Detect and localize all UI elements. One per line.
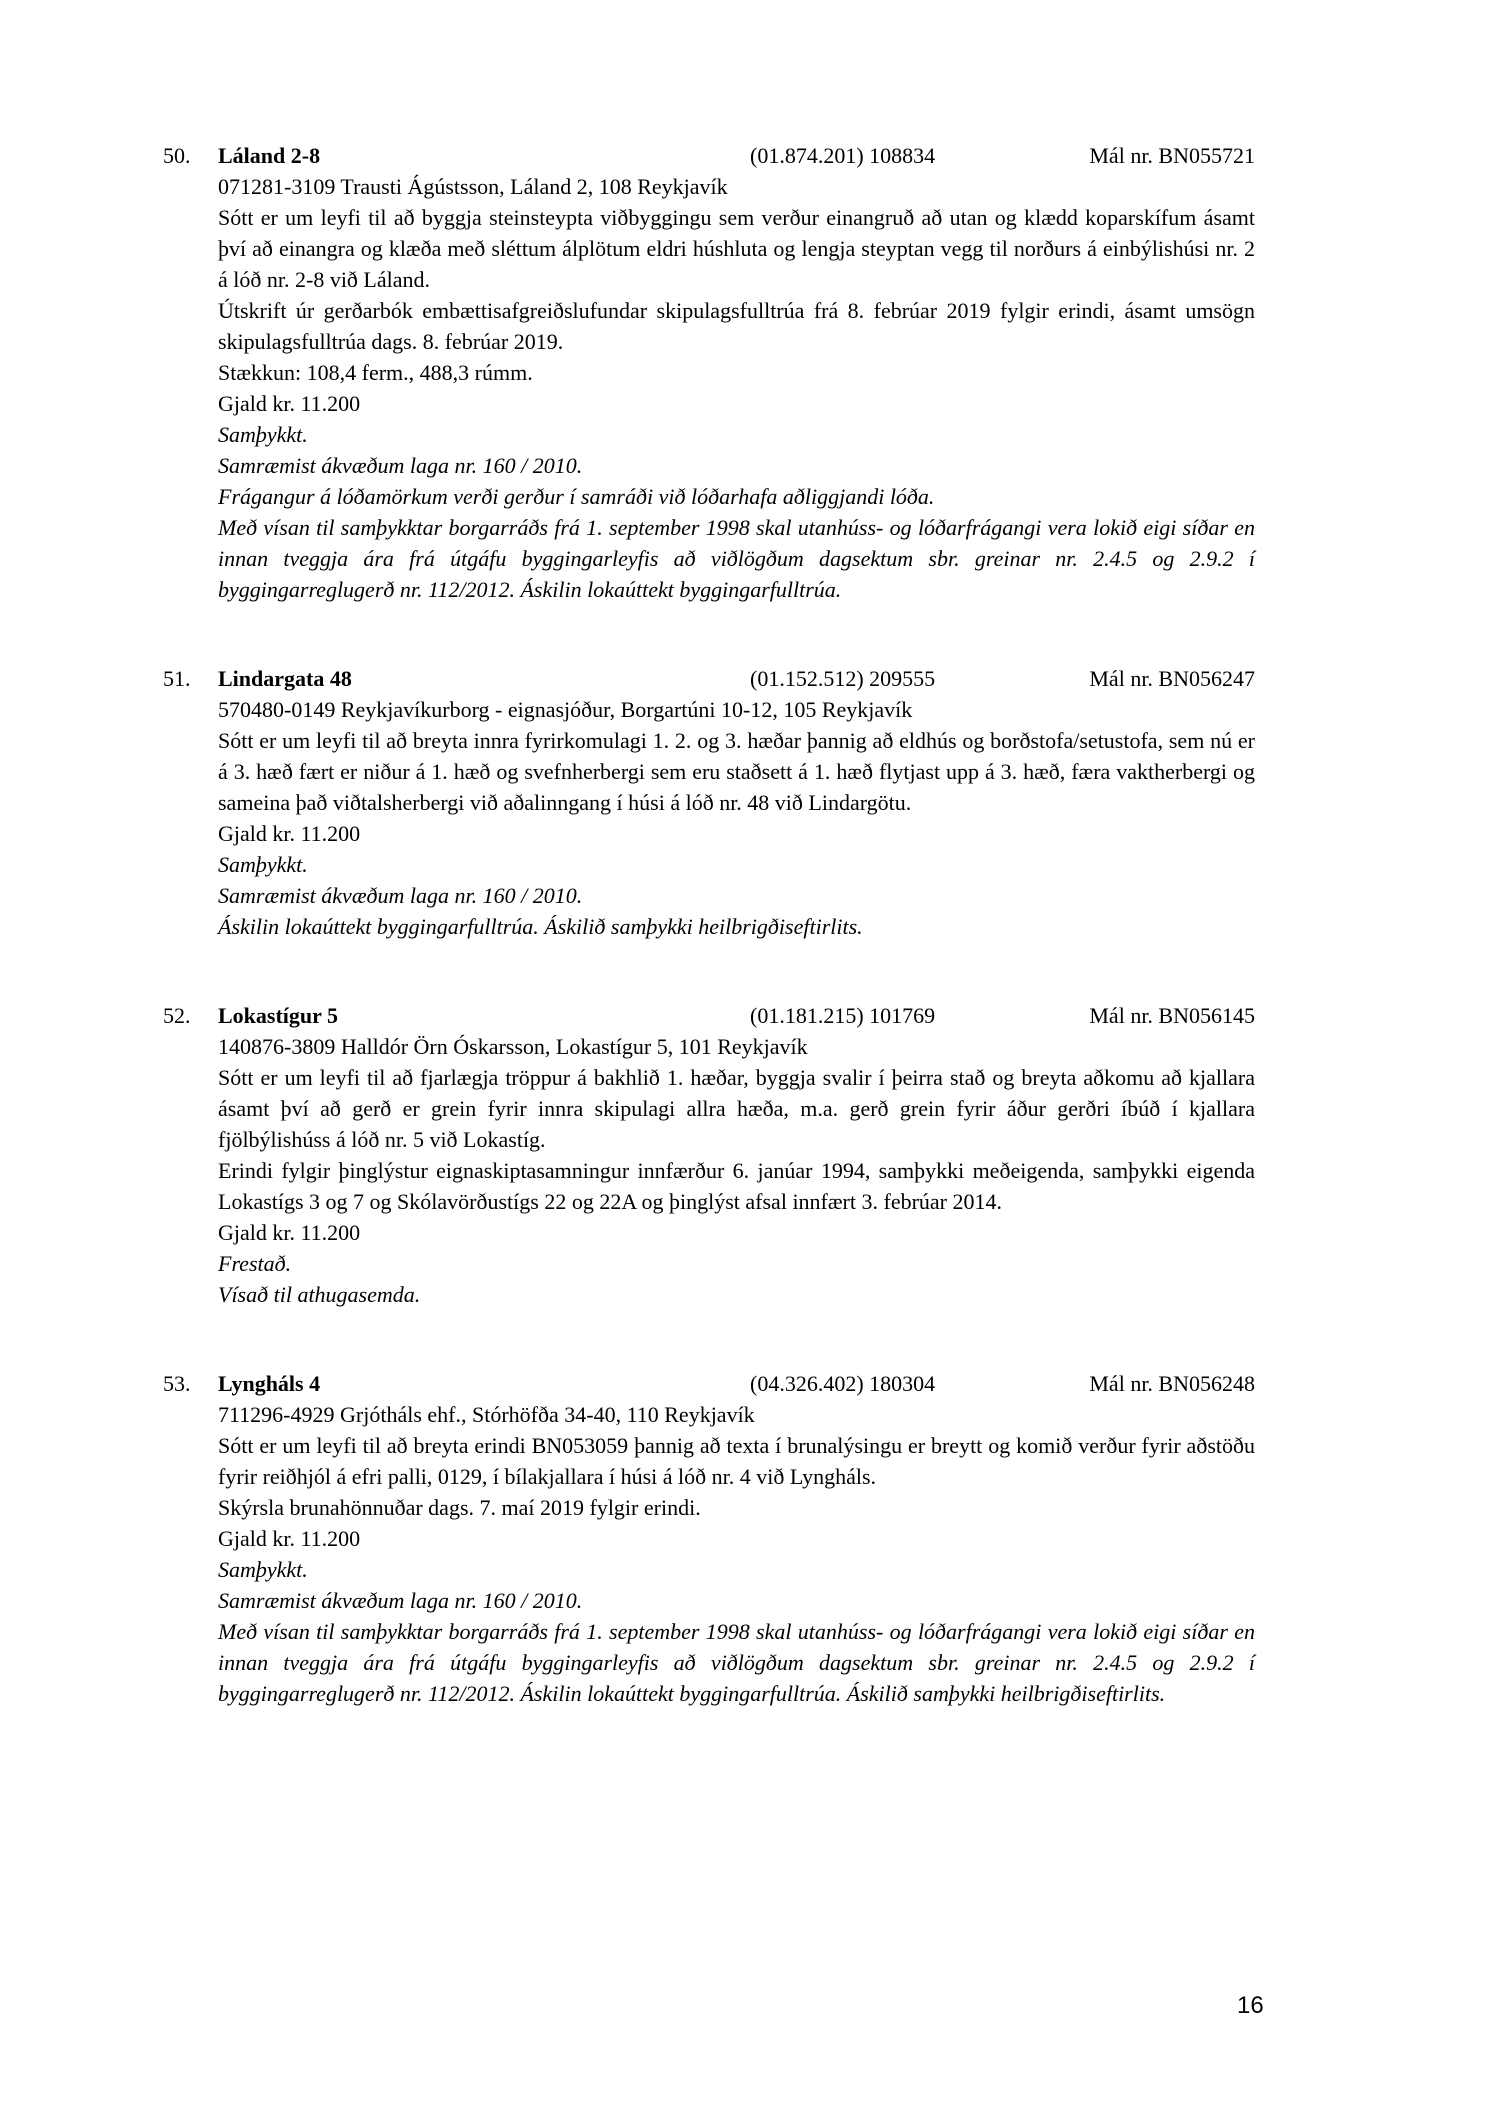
item-paragraph: Skýrsla brunahönnuðar dags. 7. maí 2019 fylgir erindi. <box>218 1495 701 1520</box>
item-title: Lokastígur 5 <box>218 1003 339 1028</box>
item-header <box>163 1368 1255 1399</box>
item-paragraph: Samþykkt. <box>218 1557 308 1582</box>
parcel-number: (01.874.201) 108834 <box>750 143 936 168</box>
item-paragraph: Sótt er um leyfi til að fjarlægja tröppur á bakhlið 1. hæðar, byggja svalir í þeirra stað og breyta aðkomu að kjallara ásamt því að gerð er grein fyrir innra skipulagi allra hæða, m.a. gerð grein fyrir áður gerðri íbúð í kjallara fjölbýlishúss á lóð nr. 5 við Lokastíg. <box>218 1065 1255 1152</box>
owner-line: 570480-0149 Reykjavíkurborg - eignasjóður, Borgartúni 10-12, 105 Reykjavík <box>218 697 913 722</box>
parcel-number: (04.326.402) 180304 <box>750 1371 936 1396</box>
item-paragraph: Með vísan til samþykktar borgarráðs frá 1. september 1998 skal utanhúss- og lóðarfrágangi vera lokið eigi síðar en innan tveggja ára frá útgáfu byggingarleyfis að viðlögðum dagsektum sbr. greinar nr. 2.4.5 og 2.9.2 í byggingarreglugerð nr. 112/2012. Áskilin lokaúttekt byggingarfulltrúa. Áskilið samþykki heilbrigðiseftirlits. <box>218 1619 1255 1706</box>
item-paragraph: Frestað. <box>218 1251 292 1276</box>
item-paragraph: Gjald kr. 11.200 <box>218 821 361 846</box>
page-number: 16 <box>1237 1992 1264 2019</box>
agenda-item <box>163 1000 1255 1310</box>
case-number: Mál nr. BN055721 <box>1089 143 1255 168</box>
owner-line: 071281-3109 Trausti Ágústsson, Láland 2, 108 Reykjavík <box>218 174 728 199</box>
case-number: Mál nr. BN056145 <box>1089 1003 1255 1028</box>
item-paragraph: Sótt er um leyfi til að byggja steinsteypta viðbyggingu sem verður einangruð að utan og klædd koparskífum ásamt því að einangra og klæða með sléttum álplötum eldri húshluta og lengja steyptan vegg til norðurs á einbýlishúsi nr. 2 á lóð nr. 2-8 við Láland. <box>218 205 1255 292</box>
item-body <box>218 171 1255 605</box>
item-paragraph: Samþykkt. <box>218 422 308 447</box>
item-header <box>163 1000 1255 1031</box>
agenda-item <box>163 1368 1255 1709</box>
item-header <box>163 140 1255 171</box>
case-number: Mál nr. BN056247 <box>1089 666 1255 691</box>
item-number: 51. <box>163 666 191 691</box>
item-paragraph: Vísað til athugasemda. <box>218 1282 421 1307</box>
item-paragraph: Samræmist ákvæðum laga nr. 160 / 2010. <box>218 1588 583 1613</box>
agenda-items <box>163 140 1255 1767</box>
agenda-item <box>163 140 1255 605</box>
item-body <box>218 1399 1255 1709</box>
item-paragraph: Gjald kr. 11.200 <box>218 1526 361 1551</box>
item-paragraph: Stækkun: 108,4 ferm., 488,3 rúmm. <box>218 360 533 385</box>
agenda-item <box>163 663 1255 942</box>
item-paragraph: Sótt er um leyfi til að breyta erindi BN053059 þannig að texta í brunalýsingu er breytt og komið verður fyrir aðstöðu fyrir reiðhjól á efri palli, 0129, í bílakjallara í húsi á lóð nr. 4 við Lyngháls. <box>218 1433 1255 1489</box>
parcel-number: (01.181.215) 101769 <box>750 1003 936 1028</box>
item-paragraph: Gjald kr. 11.200 <box>218 391 361 416</box>
case-number: Mál nr. BN056248 <box>1089 1371 1255 1396</box>
item-paragraph: Samþykkt. <box>218 852 308 877</box>
owner-line: 140876-3809 Halldór Örn Óskarsson, Lokastígur 5, 101 Reykjavík <box>218 1034 808 1059</box>
item-body <box>218 1031 1255 1310</box>
item-number: 53. <box>163 1371 191 1396</box>
item-body <box>218 694 1255 942</box>
item-paragraph: Með vísan til samþykktar borgarráðs frá 1. september 1998 skal utanhúss- og lóðarfrágangi vera lokið eigi síðar en innan tveggja ára frá útgáfu byggingarleyfis að viðlögðum dagsektum sbr. greinar nr. 2.4.5 og 2.9.2 í byggingarreglugerð nr. 112/2012. Áskilin lokaúttekt byggingarfulltrúa. <box>218 515 1255 602</box>
item-title: Lindargata 48 <box>218 666 352 691</box>
item-paragraph: Sótt er um leyfi til að breyta innra fyrirkomulagi 1. 2. og 3. hæðar þannig að eldhús og borðstofa/setustofa, sem nú er á 3. hæð fært er niður á 1. hæð og svefnherbergi sem eru staðsett á 1. hæð flytjast upp á 3. hæð, færa vaktherbergi og sameina það viðtalsherbergi við aðalinngang í húsi á lóð nr. 48 við Lindargötu. <box>218 728 1255 815</box>
item-paragraph: Frágangur á lóðamörkum verði gerður í samráði við lóðarhafa aðliggjandi lóða. <box>218 484 935 509</box>
item-paragraph: Samræmist ákvæðum laga nr. 160 / 2010. <box>218 453 583 478</box>
item-title: Láland 2-8 <box>218 143 321 168</box>
item-paragraph: Áskilin lokaúttekt byggingarfulltrúa. Áskilið samþykki heilbrigðiseftirlits. <box>218 914 863 939</box>
item-paragraph: Útskrift úr gerðarbók embættisafgreiðslufundar skipulagsfulltrúa frá 8. febrúar 2019 fylgir erindi, ásamt umsögn skipulagsfulltrúa dags. 8. febrúar 2019. <box>218 298 1255 354</box>
item-paragraph: Erindi fylgir þinglýstur eignaskiptasamningur innfærður 6. janúar 1994, samþykki meðeigenda, samþykki eigenda Lokastígs 3 og 7 og Skólavörðustígs 22 og 22A og þinglýst afsal innfært 3. febrúar 2014. <box>218 1158 1255 1214</box>
item-paragraph: Samræmist ákvæðum laga nr. 160 / 2010. <box>218 883 583 908</box>
item-number: 52. <box>163 1003 191 1028</box>
item-paragraph: Gjald kr. 11.200 <box>218 1220 361 1245</box>
parcel-number: (01.152.512) 209555 <box>750 666 936 691</box>
item-number: 50. <box>163 143 191 168</box>
item-header <box>163 663 1255 694</box>
owner-line: 711296-4929 Grjótháls ehf., Stórhöfða 34-40, 110 Reykjavík <box>218 1402 755 1427</box>
item-title: Lyngháls 4 <box>218 1371 321 1396</box>
